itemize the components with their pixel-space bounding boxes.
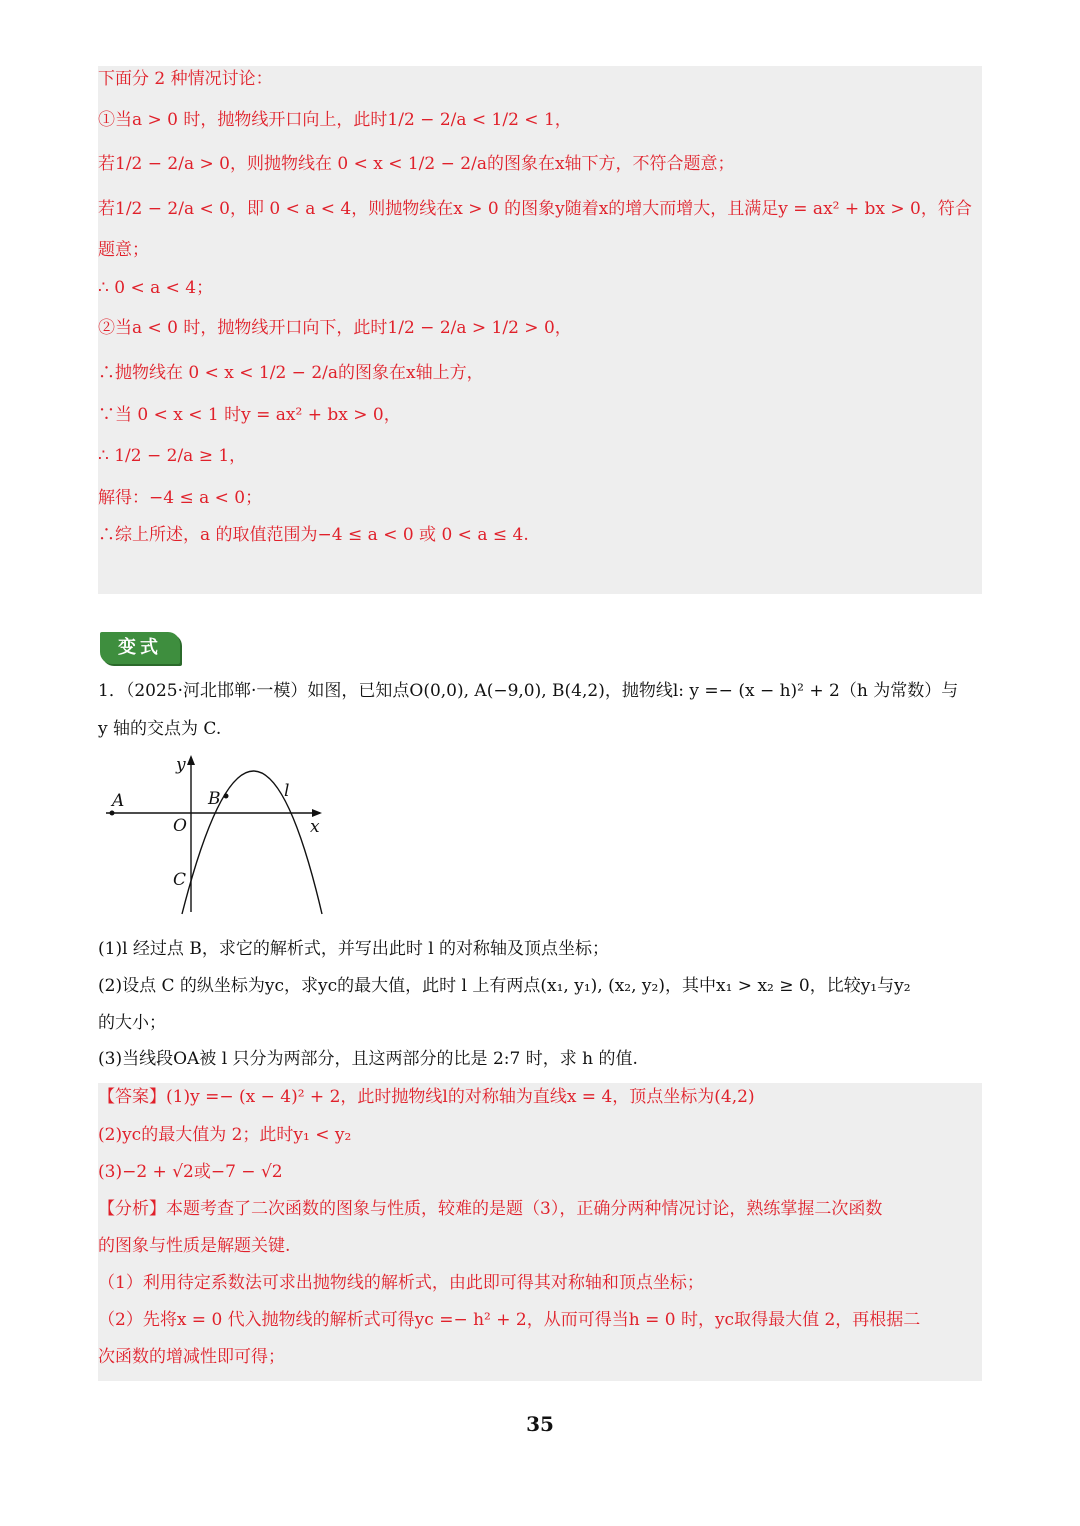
answer-line: (2)yc的最大值为 2；此时y₁ < y₂	[98, 1125, 352, 1145]
question-2: (2)设点 C 的纵坐标为yc，求yc的最大值，此时 l 上有两点(x₁, y₁), (x₂, y₂)，其中x₁ > x₂ ≥ 0，比较y₁与y₂	[98, 976, 911, 996]
solution-line: ∴ 1/2 − 2/a ≥ 1，	[98, 446, 247, 466]
label-c: C	[173, 870, 187, 890]
question-1: (1)l 经过点 B，求它的解析式，并写出此时 l 的对称轴及顶点坐标；	[98, 939, 610, 959]
question-2-cont: 的大小；	[98, 1013, 166, 1033]
answer-line: (3)−2 + √2或−7 − √2	[98, 1162, 283, 1182]
label-b: B	[208, 789, 221, 809]
solution-line: 解得：−4 ≤ a < 0；	[98, 488, 263, 508]
label-a: A	[112, 791, 125, 811]
parabola-curve	[182, 771, 322, 914]
solution-line: 若1/2 − 2/a > 0，则抛物线在 0 < x < 1/2 − 2/a的图象在x轴下方，不符合题意；	[98, 154, 735, 174]
point-a	[110, 811, 115, 816]
solution-line: ∴抛物线在 0 < x < 1/2 − 2/a的图象在x轴上方，	[98, 363, 484, 383]
answer-line: 【答案】(1)y =− (x − 4)² + 2，此时抛物线l的对称轴为直线x = 4，顶点坐标为(4,2)	[98, 1087, 755, 1107]
point-b	[224, 794, 229, 799]
problem-line: y 轴的交点为 C.	[98, 719, 222, 739]
label-x: x	[310, 817, 320, 837]
solution-line: 题意；	[98, 240, 149, 260]
problem-line: 1．（2025·河北邯郸·一模）如图，已知点O(0,0), A(−9,0), B(4,2)，抛物线l: y =− (x − h)² + 2（h 为常数）与	[98, 681, 959, 701]
label-y: y	[176, 755, 186, 775]
question-3: (3)当线段OA被 l 只分为两部分，且这两部分的比是 2:7 时，求 h 的值.	[98, 1049, 638, 1069]
page-number: 35	[526, 1412, 554, 1436]
analysis-line: （2）先将x = 0 代入抛物线的解析式可得yc =− h² + 2，从而可得当h = 0 时，yc取得最大值 2，再根据二	[98, 1310, 921, 1330]
label-o: O	[173, 816, 187, 836]
solution-line: 若1/2 − 2/a < 0，即 0 < a < 4，则抛物线在x > 0 的图象y随着x的增大而增大，且满足y = ax² + bx > 0，符合	[98, 199, 972, 219]
solution-line: ∴综上所述，a 的取值范围为−4 ≤ a < 0 或 0 < a ≤ 4.	[98, 525, 529, 545]
solution-line: ∴ 0 < a < 4；	[98, 278, 214, 298]
y-axis-arrow	[187, 755, 195, 765]
solution-line: 下面分 2 种情况讨论：	[98, 69, 273, 89]
solution-line: ∵当 0 < x < 1 时y = ax² + bx > 0，	[98, 405, 401, 425]
variant-badge: 变式	[100, 632, 180, 664]
label-l: l	[284, 781, 290, 801]
x-axis-arrow	[312, 809, 322, 817]
analysis-line: 的图象与性质是解题关键.	[98, 1236, 291, 1256]
solution-line: ②当a < 0 时，抛物线开口向下，此时1/2 − 2/a > 1/2 > 0，	[98, 318, 572, 338]
parabola-figure	[98, 752, 338, 922]
solution-line: ①当a > 0 时，抛物线开口向上，此时1/2 − 2/a < 1/2 < 1，	[98, 110, 572, 130]
analysis-line: 次函数的增减性即可得；	[98, 1347, 285, 1367]
analysis-line: 【分析】本题考查了二次函数的图象与性质，较难的是题（3），正确分两种情况讨论，熟练掌握二次函数	[98, 1199, 883, 1219]
analysis-line: （1）利用待定系数法可求出抛物线的解析式，由此即可得其对称轴和顶点坐标；	[98, 1273, 704, 1293]
